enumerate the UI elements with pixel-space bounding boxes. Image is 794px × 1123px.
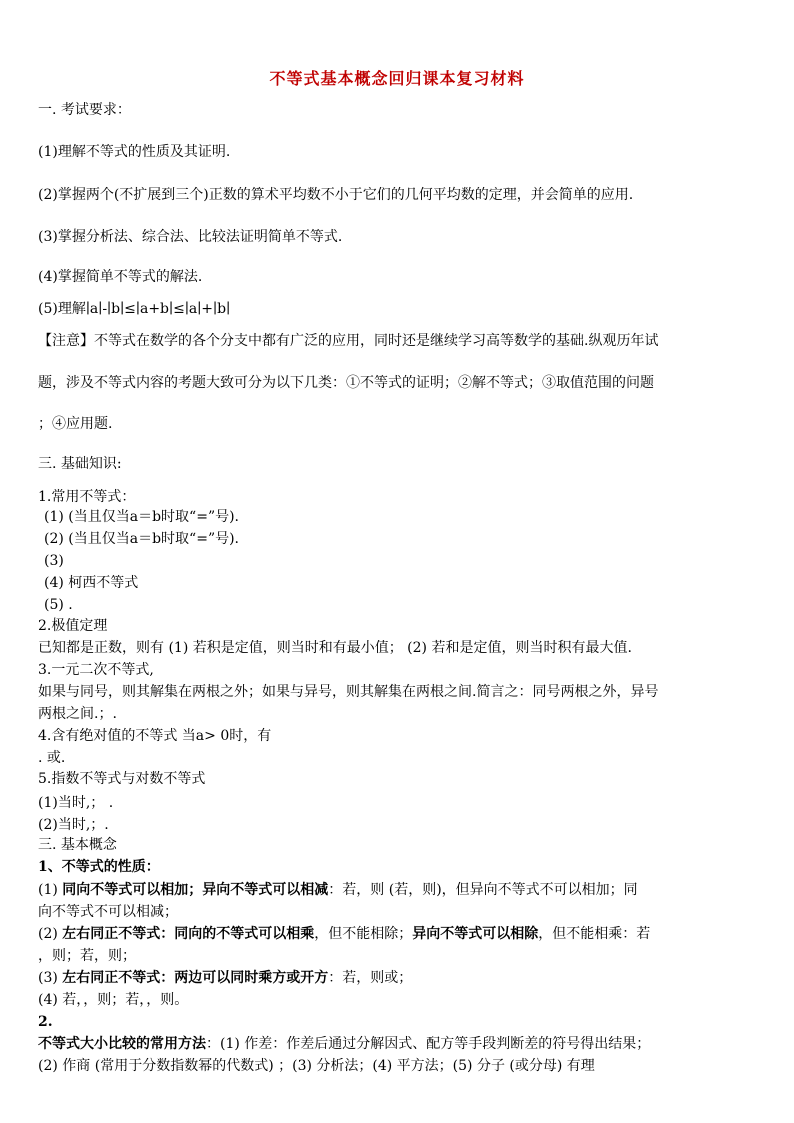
method-heading: 不等式大小比较的常用方法 <box>38 1036 206 1052</box>
subsection-heading: 1、不等式的性质： <box>38 859 160 875</box>
requirement-item: (3)掌握分析法、综合法、比较法证明简单不等式. <box>38 229 343 245</box>
subsection-heading: 2. <box>38 1014 53 1030</box>
note-line: 题，涉及不等式内容的考题大致可分为以下几类：①不等式的证明；②解不等式；③取值范围的问题 <box>38 375 654 391</box>
knowledge-line: 5.指数不等式与对数不等式 <box>38 771 206 787</box>
property-text: ：若，则或； <box>328 970 413 986</box>
section-heading-basic-concepts: 三. 基本概念 <box>38 837 117 853</box>
section-heading-basic-knowledge: 三. 基础知识: <box>38 456 122 472</box>
property-text: ，但不能相除； <box>314 926 413 942</box>
property-line <box>38 881 756 899</box>
property-line <box>38 969 756 987</box>
note-line: 【注意】不等式在数学的各个分支中都有广泛的应用，同时还是继续学习高等数学的基础.纵观历年试 <box>38 333 659 349</box>
knowledge-line: 已知都是正数，则有 (1) 若积是定值，则当时和有最小值； (2) 若和是定值，则当时积有最大值. <box>38 640 632 656</box>
property-number: (3) <box>38 970 63 986</box>
property-text: ：若，则 (若，则)，但异向不等式不可以相加；同 <box>328 882 638 898</box>
property-line: 向不等式不可以相减； <box>38 904 178 920</box>
knowledge-line: . 或. <box>38 750 66 766</box>
property-emphasis: 左右同正不等式：两边可以同时乘方或开方 <box>62 970 329 986</box>
method-text: ：(1) 作差：作差后通过分解因式、配方等手段判断差的符号得出结果； <box>206 1036 651 1052</box>
method-line <box>38 1035 756 1053</box>
property-emphasis: 异向不等式可以相除 <box>412 926 539 942</box>
knowledge-line: (2)当时,；. <box>38 817 109 833</box>
property-emphasis: 左右同正不等式：同向的不等式可以相乘 <box>62 926 315 942</box>
property-line <box>38 925 756 943</box>
property-line: (4) 若，，则；若，，则。 <box>38 992 189 1008</box>
property-emphasis: 同向不等式可以相加；异向不等式可以相减 <box>62 882 329 898</box>
knowledge-line: (1) (当且仅当a＝b时取“=”号). <box>44 509 240 525</box>
knowledge-line: 两根之间.；. <box>38 706 117 722</box>
property-number: (2) <box>38 926 63 942</box>
knowledge-line: 3.一元二次不等式, <box>38 662 154 678</box>
knowledge-line: 1.常用不等式： <box>38 489 136 505</box>
knowledge-line: (5) . <box>44 597 73 613</box>
section-heading-exam-requirements: 一. 考试要求： <box>38 102 131 118</box>
requirement-item: (2)掌握两个(不扩展到三个)正数的算术平均数不小于它们的几何平均数的定理，并会简单的应用. <box>38 187 634 203</box>
knowledge-line: 2.极值定理 <box>38 618 108 634</box>
property-line: ，则；若，则； <box>38 948 136 964</box>
knowledge-line: (3) <box>44 553 64 569</box>
knowledge-line: (4) 柯西不等式 <box>44 575 139 591</box>
knowledge-line: 4.含有绝对值的不等式 当a> 0时，有 <box>38 728 272 744</box>
method-line: (2) 作商 (常用于分数指数幂的代数式) ；(3) 分析法；(4) 平方法；(5) 分子 (或分母) 有理 <box>38 1058 595 1074</box>
document-title: 不等式基本概念回归课本复习材料 <box>269 69 525 88</box>
property-number: (1) <box>38 882 63 898</box>
requirement-item: (4)掌握简单不等式的解法. <box>38 269 203 285</box>
knowledge-line: (2) (当且仅当a＝b时取“=”号). <box>44 531 240 547</box>
requirement-item: (5)理解∣a∣-∣b∣≤∣a+b∣≤∣a∣+∣b∣ <box>38 301 231 317</box>
knowledge-line: 如果与同号，则其解集在两根之外；如果与异号，则其解集在两根之间.简言之：同号两根之外，异号 <box>38 684 659 700</box>
knowledge-line: (1)当时,； . <box>38 795 114 811</box>
note-line: ；④应用题. <box>38 416 113 432</box>
property-text: ，但不能相乘：若 <box>538 926 651 942</box>
requirement-item: (1)理解不等式的性质及其证明. <box>38 144 231 160</box>
